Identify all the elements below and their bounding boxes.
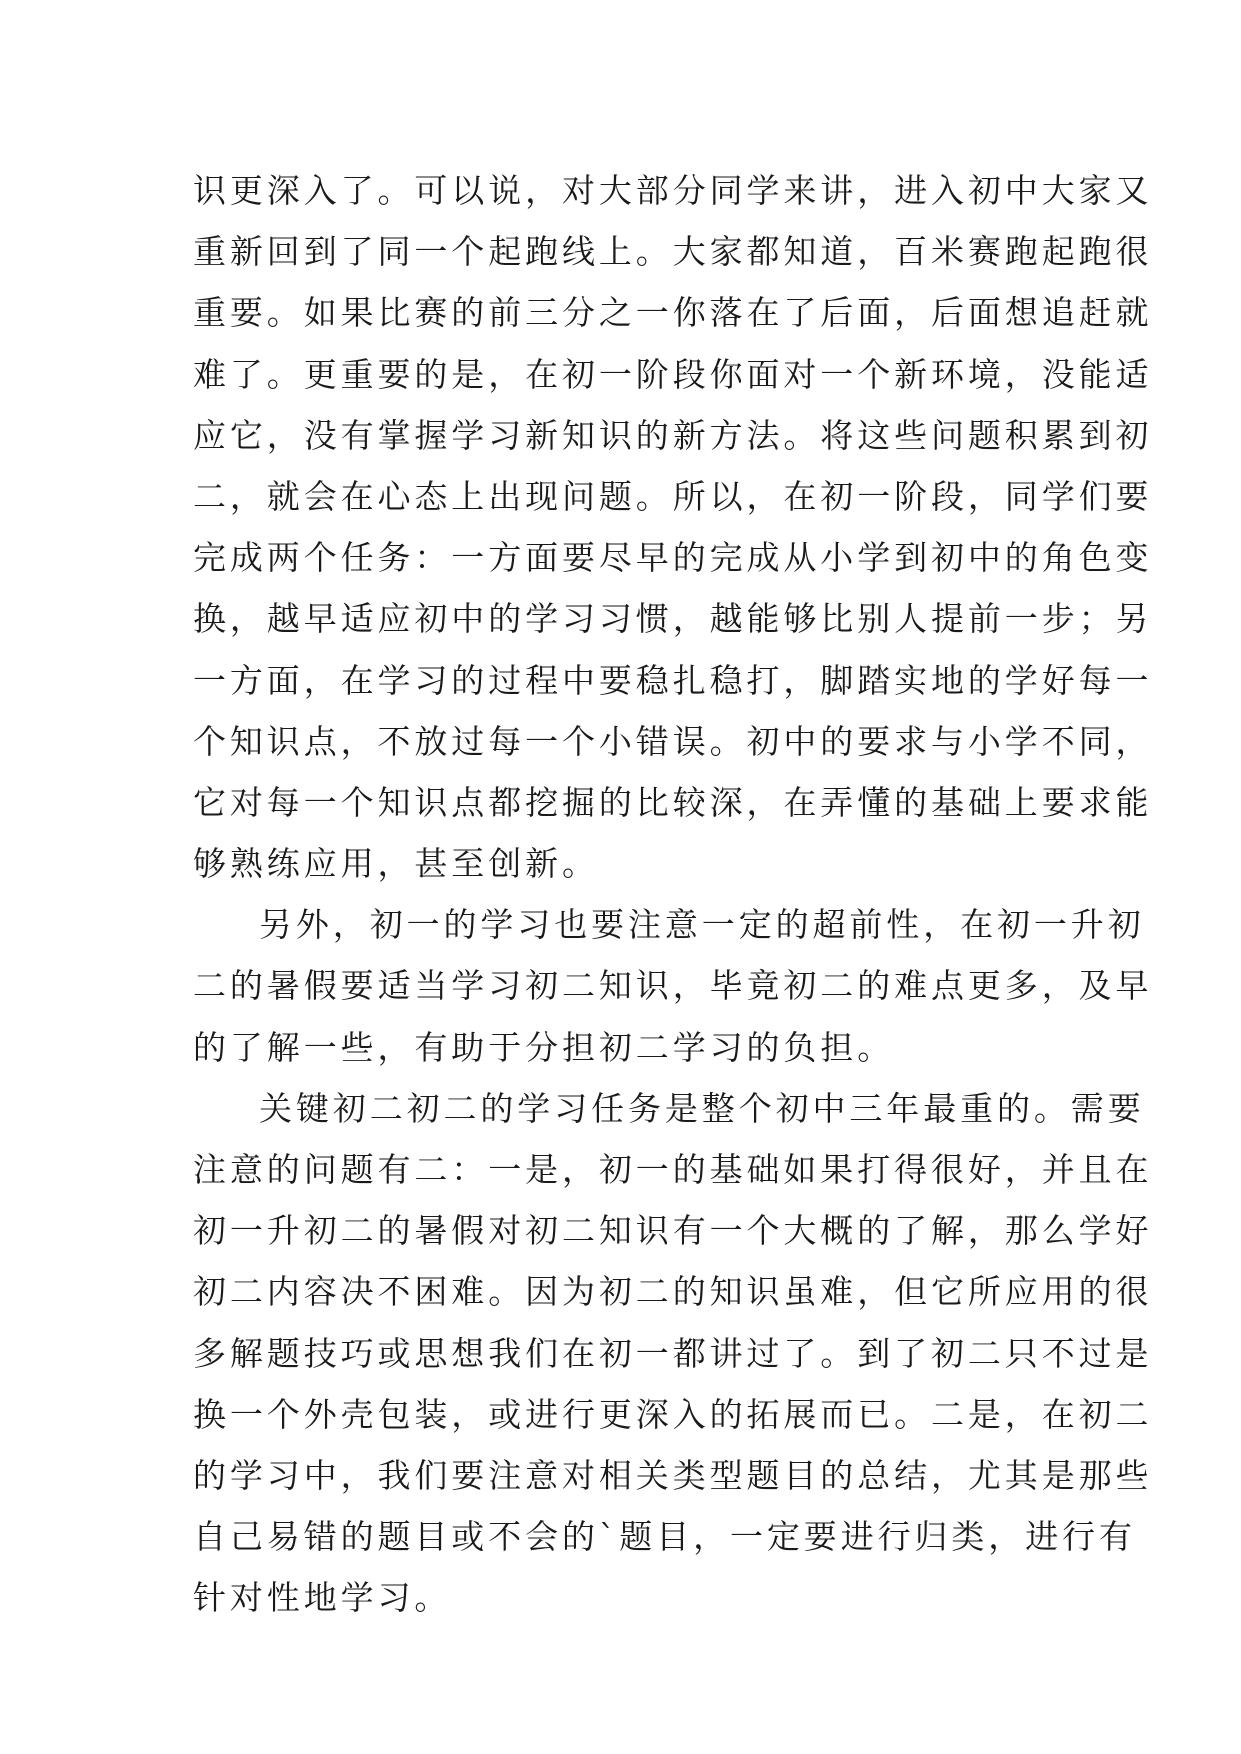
text-line: 个知识点，不放过每一个小错误。初中的要求与小学不同， xyxy=(193,721,1153,761)
text-line: 够熟练应用，甚至创新。 xyxy=(193,844,599,884)
text-line: 换一个外壳包装，或进行更深入的拓展而已。二是，在初二 xyxy=(193,1394,1153,1434)
text-line: 它对每一个知识点都挖掘的比较深，在弄懂的基础上要求能 xyxy=(193,782,1153,822)
text-line: 二，就会在心态上出现问题。所以，在初一阶段，同学们要 xyxy=(193,476,1153,516)
text-line: 的了解一些，有助于分担初二学习的负担。 xyxy=(193,1027,895,1067)
paragraph-first-line: 关键初二初二的学习任务是整个初中三年最重的。需要 xyxy=(259,1088,1145,1128)
text-line: 难了。更重要的是，在初一阶段你面对一个新环境，没能适 xyxy=(193,354,1153,394)
text-line: 初一升初二的暑假对初二知识有一个大概的了解，那么学好 xyxy=(193,1211,1153,1251)
paragraph-first-line: 另外，初一的学习也要注意一定的超前性，在初一升初 xyxy=(259,905,1145,945)
text-line: 多解题技巧或思想我们在初一都讲过了。到了初二只不过是 xyxy=(193,1333,1153,1373)
text-line: 初二内容决不困难。因为初二的知识虽难，但它所应用的很 xyxy=(193,1272,1153,1312)
text-line: 识更深入了。可以说，对大部分同学来讲，进入初中大家又 xyxy=(193,171,1153,210)
text-line: 应它，没有掌握学习新知识的新方法。将这些问题积累到初 xyxy=(193,415,1153,455)
text-line: 针对性地学习。 xyxy=(193,1578,452,1618)
text-line: 重要。如果比赛的前三分之一你落在了后面，后面想追赶就 xyxy=(193,293,1153,333)
text-line: 重新回到了同一个起跑线上。大家都知道，百米赛跑起跑很 xyxy=(193,232,1153,272)
text-line: 一方面，在学习的过程中要稳扎稳打，脚踏实地的学好每一 xyxy=(193,660,1153,700)
text-line: 二的暑假要适当学习初二知识，毕竟初二的难点更多，及早 xyxy=(193,966,1153,1006)
text-line: 注意的问题有二：一是，初一的基础如果打得很好，并且在 xyxy=(193,1150,1153,1189)
text-line: 的学习中，我们要注意对相关类型题目的总结，尤其是那些 xyxy=(193,1455,1153,1495)
text-line: 自己易错的题目或不会的`题目，一定要进行归类，进行有 xyxy=(193,1517,1136,1557)
text-line: 换，越早适应初中的学习习惯，越能够比别人提前一步；另 xyxy=(193,599,1153,639)
text-line: 完成两个任务：一方面要尽早的完成从小学到初中的角色变 xyxy=(193,538,1153,578)
body-text xyxy=(193,160,1153,1629)
